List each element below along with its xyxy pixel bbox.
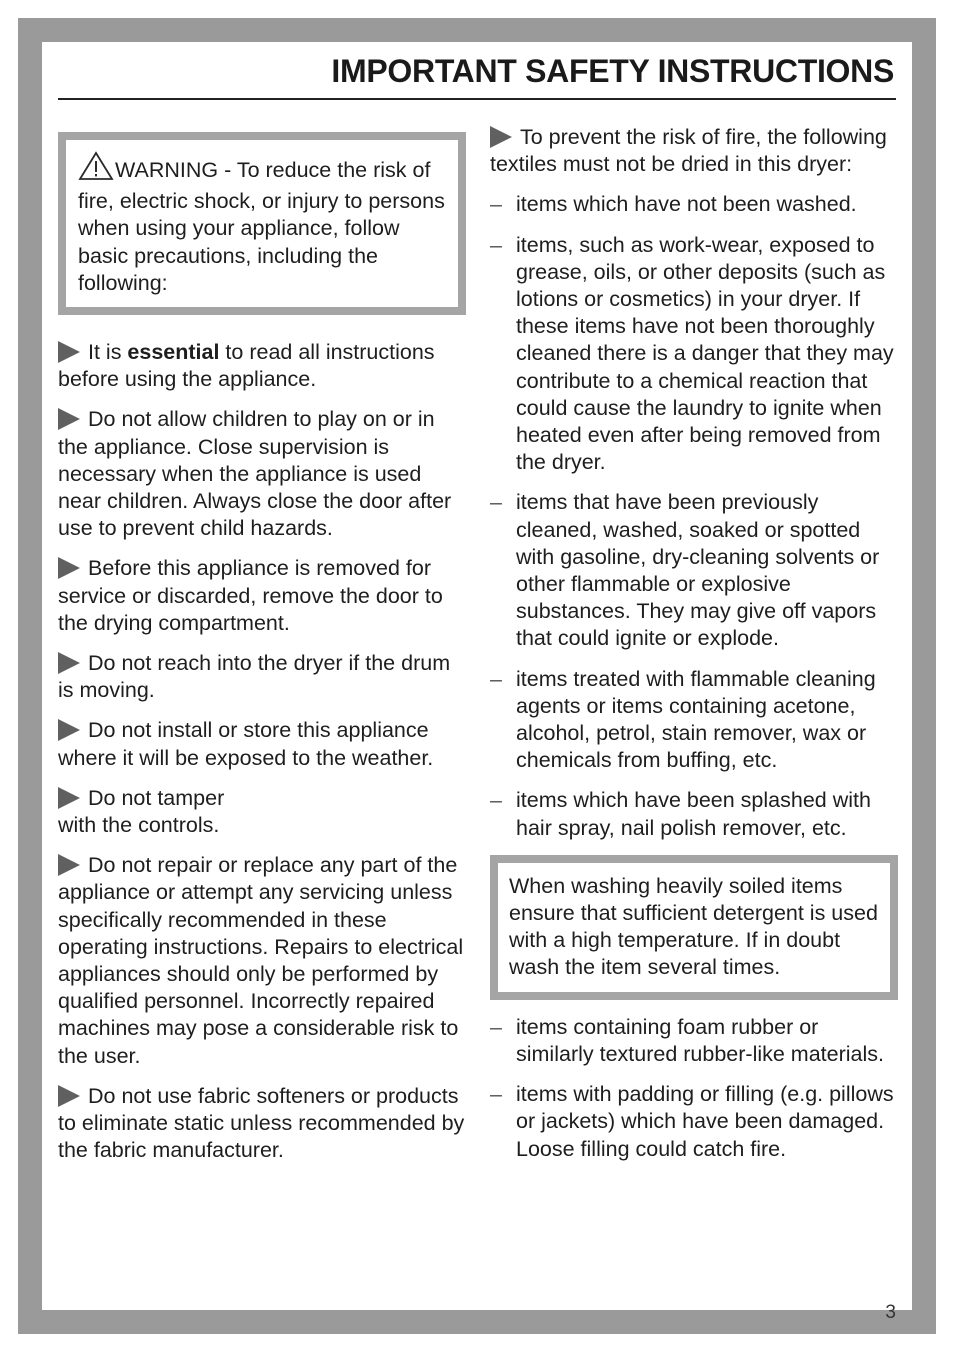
- list-item: – items treated with flammable cleaning agents or items containing acetone, alcohol, petrol, stain remover, wax or chemicals from buffing, etc.: [490, 666, 898, 775]
- arrow-bullet-icon: [490, 126, 512, 148]
- warning-text-block: [78, 151, 448, 297]
- instruction-repair: [58, 852, 466, 1070]
- instruction-tamper: [58, 785, 466, 839]
- essential-after: to read all instructions before using the appliance.: [58, 340, 435, 392]
- arrow-bullet-icon: [58, 854, 80, 876]
- right-column: [490, 124, 898, 1176]
- arrow-bullet-icon: [58, 408, 80, 430]
- header-rule: [58, 98, 896, 100]
- instruction-children: [58, 406, 466, 542]
- instruction-text: Before this appliance is removed for service or discarded, remove the door to the drying compartment.: [58, 556, 443, 635]
- instruction-weather: [58, 717, 466, 771]
- list-item: – items containing foam rubber or similarly textured rubber-like materials.: [490, 1014, 898, 1068]
- essential-bold: essential: [127, 340, 220, 365]
- instruction-text: Do not install or store this appliance where it will be exposed to the weather.: [58, 718, 434, 770]
- list-item: – items, such as work-wear, exposed to grease, oils, or other deposits (such as lotions or cosmetics) in your dryer. If these items have not been thoroughly cleaned there is a danger that they may contribute to a chemical reaction that could cause the laundry to ignite when heated even after being removed from the dryer.: [490, 232, 898, 477]
- instruction-drum-moving: [58, 650, 466, 704]
- instruction-remove-door: [58, 555, 466, 637]
- list-item: – items which have not been washed.: [490, 191, 898, 218]
- textile-list-continued: [490, 1014, 898, 1163]
- instruction-text: Do not allow children to play on or in the appliance. Close supervision is necessary when the appliance is used near children. Always close the door after use to prevent child hazards.: [58, 407, 452, 541]
- instruction-text: Do not use fabric softeners or products to eliminate static unless recommended by the fabric manufacturer.: [58, 1083, 465, 1163]
- note-text: When washing heavily soiled items ensure that sufficient detergent is used with a high temperature. If in doubt wash the item several times.: [509, 873, 878, 980]
- intro-text: To prevent the risk of fire, the following textiles must not be dried in this dryer:: [490, 125, 887, 177]
- instruction-text: Do not repair or replace any part of the appliance or attempt any servicing unless specifically recommended in these operating instructions. Repairs to electrical appliances should only be performed by qualified personnel. Incorrectly repaired machines may pose a considerable risk to the user.: [58, 853, 464, 1068]
- essential-before: It is: [88, 340, 128, 365]
- instruction-text: Do not reach into the dryer if the drum is moving.: [58, 651, 451, 703]
- textile-list: [490, 191, 898, 841]
- page-number: 3: [885, 1302, 896, 1323]
- arrow-bullet-icon: [58, 787, 80, 809]
- warning-box: [58, 132, 466, 315]
- fire-risk-intro: [490, 124, 898, 178]
- arrow-bullet-icon: [58, 341, 80, 363]
- instruction-essential: [58, 339, 466, 393]
- arrow-bullet-icon: [58, 1085, 80, 1107]
- note-box: [490, 855, 898, 1000]
- warning-text: WARNING - To reduce the risk of fire, electric shock, or injury to persons when using your appliance, follow basic precautions, including the following:: [78, 158, 445, 295]
- left-column: [58, 124, 466, 1178]
- instruction-fabric-softeners: [58, 1083, 466, 1165]
- warning-triangle-icon: [78, 151, 114, 188]
- arrow-bullet-icon: [58, 557, 80, 579]
- arrow-bullet-icon: [58, 719, 80, 741]
- list-item: – items which have been splashed with hair spray, nail polish remover, etc.: [490, 787, 898, 841]
- tamper-line-2: with the controls.: [58, 813, 220, 838]
- tamper-line-1: Do not tamper: [88, 785, 225, 810]
- list-item: – items that have been previously cleaned, washed, soaked or spotted with gasoline, dry-cleaning solvents or other flammable or explosive substances. They may give off vapors that could ignite or explode.: [490, 489, 898, 652]
- page-title: IMPORTANT SAFETY INSTRUCTIONS: [331, 53, 894, 89]
- list-item: – items with padding or filling (e.g. pillows or jackets) which have been damaged. Loose filling could catch fire.: [490, 1081, 898, 1163]
- arrow-bullet-icon: [58, 652, 80, 674]
